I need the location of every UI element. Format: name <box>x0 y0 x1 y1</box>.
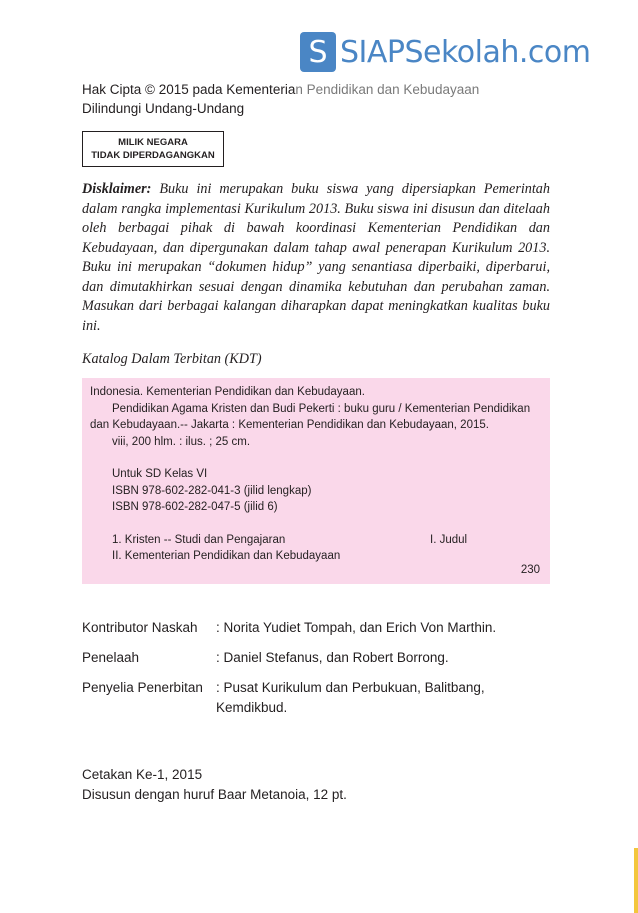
logo-badge-icon: S <box>300 32 336 72</box>
credit-label: Penelaah <box>82 650 140 665</box>
kdt-line: viii, 200 hlm. : ilus. ; 25 cm. <box>112 435 251 448</box>
kdt-isbn: ISBN 978-602-282-041-3 (jilid lengkap) <box>112 484 312 497</box>
copyright-line2: Dilindungi Undang-Undang <box>82 101 245 116</box>
kdt-line: dan Kebudayaan.-- Jakarta : Kementerian Pendidikan dan Kebudayaan, 2015. <box>90 419 489 431</box>
kdt-heading: Katalog Dalam Terbitan (KDT) <box>82 351 262 367</box>
stamp-line2: TIDAK DIPERDAGANGKAN <box>91 150 215 161</box>
copyright-notice <box>82 80 479 118</box>
kdt-class-number: 230 <box>520 564 540 576</box>
kdt-subject: II. Kementerian Pendidikan dan Kebudayaan <box>112 550 341 562</box>
typeface-info: Disusun dengan huruf Baar Metanoia, 12 pt. <box>82 787 347 802</box>
ownership-stamp <box>82 131 224 167</box>
credit-row <box>82 618 516 638</box>
disclaimer-label: Disklaimer: <box>82 181 152 197</box>
site-watermark-logo <box>300 32 591 72</box>
credit-row <box>82 648 516 668</box>
disclaimer-paragraph <box>82 180 550 336</box>
print-edition: Cetakan Ke-1, 2015 <box>82 767 203 782</box>
credit-value: : Daniel Stefanus, dan Robert Borrong. <box>216 650 449 665</box>
credit-value: : Pusat Kurikulum dan Perbukuan, Balitbang, Kemdikbud. <box>216 680 485 715</box>
kdt-line: Indonesia. Kementerian Pendidikan dan Kebudayaan. <box>90 386 365 398</box>
credit-value: : Norita Yudiet Tompah, dan Erich Von Marthin. <box>216 620 497 635</box>
credits-list <box>82 618 516 728</box>
copyright-line1: Hak Cipta © 2015 pada Kementeria <box>82 82 296 97</box>
disclaimer-text: Buku ini merupakan buku siswa yang dipersiapkan Pemerintah dalam rangka implementasi Kurikulum 2013. Buku siswa ini disusun dan ditelaah oleh berbagai pihak di bawah koordinasi Kementerian Pendidikan dan Kebudayaan, dan dipergunakan dalam tahap awal penerapan Kurikulum 2013. Buku ini merupakan “dokumen hidup” yang senantiasa diperbaiki, diperbarui, dan dimutakhirkan sesuai dengan dinamika kebutuhan dan perubahan zaman. Masukan dari berbagai kalangan diharapkan dapat meningkatkan kualitas buku ini. <box>82 181 550 334</box>
credit-label: Kontributor Naskah <box>82 620 198 635</box>
print-info <box>82 765 347 805</box>
copyright-line1-faded: n Pendidikan dan Kebudayaan <box>295 82 480 97</box>
kdt-subject: 1. Kristen -- Studi dan Pengajaran <box>112 533 286 546</box>
kdt-subject: I. Judul <box>430 533 468 546</box>
credit-row <box>82 678 516 718</box>
page-edge-strip <box>634 848 638 913</box>
logo-text: SIAPSekolah.com <box>340 34 591 70</box>
credit-label: Penyelia Penerbitan <box>82 680 203 695</box>
kdt-line: Pendidikan Agama Kristen dan Budi Pekerti : buku guru / Kementerian Pendidikan <box>112 402 531 415</box>
kdt-isbn: ISBN 978-602-282-047-5 (jilid 6) <box>112 501 278 513</box>
stamp-line1: MILIK NEGARA <box>118 137 188 148</box>
kdt-line: Untuk SD Kelas VI <box>112 468 208 480</box>
kdt-catalog-box <box>82 378 550 584</box>
